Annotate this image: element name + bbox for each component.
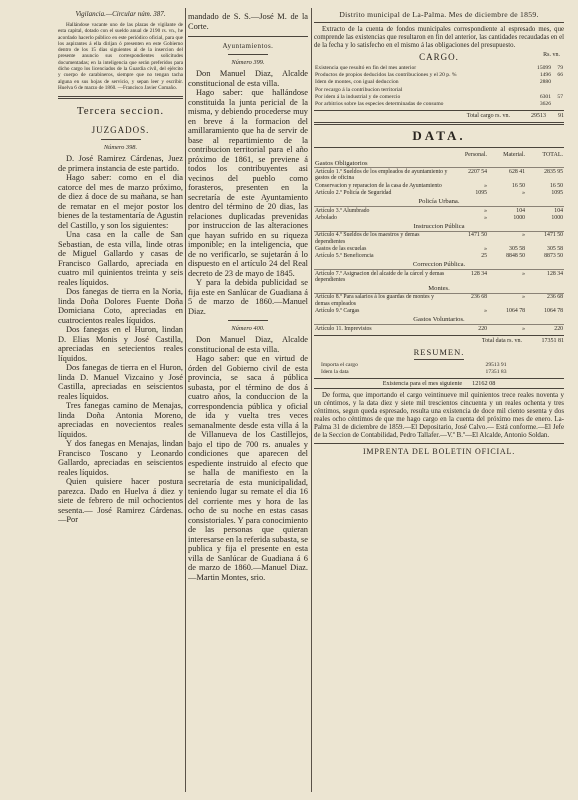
data-personal: » xyxy=(484,308,487,315)
paragraph: Dos fanegas en el Huron, lindan D. Elias Monis y José Castilla, apreciadas en setecientos reales líquidos. xyxy=(58,325,183,363)
cargo-value: 3626 xyxy=(539,101,551,108)
data-title: DATA. xyxy=(412,128,466,144)
cargo-value: 15099 xyxy=(537,64,551,71)
paragraph: Hago saber: que hallándose constituida la junta pericial de la misma, y debiendo procederse muy en breve á la formacion del amillaramiento que ha de servir de base al repartimiento de la contribucion territorial para el año próximo de 1861, se previene á todos los contribuyentes asi vecinos del pueblo como forasteros, presenten en la secretaría de este Ayuntamiento dentro del término de 20 dias, las relaciones duplicadas prevenidas por instruccion de las alteraciones que hayan sufrido en su riqueza imponible; en la inteligencia, que de no verificarlo, se sujetarán á lo dispuesto en el artículo 24 del Real decreto de 23 de mayo de 1845. xyxy=(188,88,308,278)
data-material: » xyxy=(522,325,525,332)
resumen-row xyxy=(320,369,508,376)
data-row xyxy=(314,253,564,260)
paragraph: Tres fanegas camino de Menajas, linda Doña Antonia Moreno, apreciadas en novecientos reales líquidos. xyxy=(58,401,183,439)
data-row-label: Arbolado xyxy=(315,214,337,221)
vigilante-notice: Hallándose vacante uno de las plazas de vigilante de esta capital, dotado con el sueldo anual de 2190 rs. vn., he acordado hacerlo público en este periódico oficial, para que los aspirantes á ella dirijan ó presenten en este Gobierno dentro de los 15 dias siguientes al de la insercion del presente anuncio sus correspondientes solicitudes documentadas; en la inteligencia que serán preferidos para dicho cargo los licenciados de la Guardia civil, del ejército y cuerpo de carabineros, siempre que no tengan tacha alguna en sus hojas de servicio, y sepan leer y escribir. Huelva 6 de marzo de 1860. —Francisco Javier Comaño. xyxy=(58,22,183,91)
data-material: 104 xyxy=(516,207,525,214)
paragraph: Don Manuel Diaz, Alcalde constitucional de esta villa. xyxy=(188,69,308,88)
data-total: 128 34 xyxy=(547,270,563,277)
data-material: 628 41 xyxy=(509,168,525,175)
cargo-label: Idem de montes, con igual deduccion xyxy=(315,79,399,86)
paragraph: Una casa en la calle de San Sebastian, de esta villa, linde otras de Miguel Gallardo y casas de Francisco Gallardo, apreciada en cuatro mil quinientos treinta y seis reales líquidos. xyxy=(58,230,183,287)
cargo-cents: 66 xyxy=(557,72,563,79)
column-right xyxy=(314,0,564,800)
data-personal: 128 34 xyxy=(471,270,487,277)
data-group-heading xyxy=(314,284,564,293)
divider xyxy=(314,122,564,125)
resumen-label: Importa el cargo xyxy=(321,362,358,369)
cargo-cents xyxy=(552,101,564,108)
group-title: Gastos Obligatorios xyxy=(314,159,564,168)
notice-number: Número 400. xyxy=(231,325,265,332)
paragraph: Quien quisiere hacer postura parezca. Dado en Huelva á diez y siete de febrero de mil ochocientos sesenta.— José Ramirez Cárdenas.—Por xyxy=(58,477,183,525)
paragraph: Hago saber: que en virtud de órden del Gobierno civil de esta provincia, se saca á pública subasta, por el término de dos á cuatro años, la conduccion de la correspondencia pública y oficial de ida y vuelta tres veces semanalmente desde esta villa á la de Villanueva de los Castillejos, bajo el tipo de 700 rs. anuales y condiciones que aparecen del espediente instruido al efecto que se halla de manifiesto en la secretaría de esta municipalidad, teniendo lugar su remate el dia 16 del corriente mes y hora de las ocho de su noche en estas casas consistoriales. Y para conocimiento de las personas que quieran interesarse en la referida subasta, se publica y fija el presente en esta villa de Sanlúcar de Guadiana á 6 de marzo de 1860.—Manuel Diaz.—Martin Montes, srio. xyxy=(188,354,308,582)
paragraph: Don Manuel Diaz, Alcalde constitucional de esta villa. xyxy=(188,335,308,354)
resumen-label: Idem la data xyxy=(321,369,349,376)
data-personal: » xyxy=(484,246,487,253)
data-personal: » xyxy=(484,207,487,214)
divider xyxy=(188,36,308,37)
short-rule xyxy=(228,320,268,321)
column-left xyxy=(58,0,183,800)
data-total: 2835 95 xyxy=(544,168,563,175)
data-total: 16 50 xyxy=(549,182,563,189)
short-rule xyxy=(414,359,464,360)
data-table xyxy=(314,151,564,332)
data-total: 1064 78 xyxy=(544,308,563,315)
data-row-label: Gastos de las escuelas xyxy=(315,246,367,253)
cargo-row xyxy=(314,86,564,93)
col-header-personal: Personal. xyxy=(464,151,487,158)
data-total: 104 xyxy=(554,207,563,214)
divider xyxy=(314,22,564,23)
cargo-value: 6301 xyxy=(539,94,551,101)
data-material: » xyxy=(522,190,525,197)
data-total: 305 58 xyxy=(547,246,563,253)
data-total: 220 xyxy=(554,325,563,332)
resumen-value: 17351 83 xyxy=(485,369,507,376)
subsection-title: JUZGADOS. xyxy=(91,125,150,136)
paragraph: Dos fanegas de tierra en la Noria, linda Doña Dolores Fuente Doña Domiciana Coto, apreciadas en cuatrocientos reales líquidos. xyxy=(58,287,183,325)
cargo-value: 1496 xyxy=(539,72,551,79)
data-row-label: Artículo 8.º Para salarios á los guardas de montes y demas empleados xyxy=(315,294,434,307)
data-material: 1064 78 xyxy=(506,308,525,315)
group-title: Montes. xyxy=(314,284,564,293)
data-row xyxy=(314,214,564,221)
resumen-value: 29513 91 xyxy=(485,362,507,369)
divider xyxy=(314,147,564,148)
data-row xyxy=(314,325,564,333)
paragraph-continued: mandado de S. S.—José M. de la Corte. xyxy=(188,12,308,31)
col-header-total: TOTAL. xyxy=(542,151,563,158)
data-total-value: 17351 81 xyxy=(541,337,564,344)
section-title: Tercera seccion. xyxy=(76,105,165,118)
data-total-label: Total data rs. vn. xyxy=(481,337,522,344)
divider xyxy=(314,443,564,444)
resumen-row xyxy=(320,362,508,369)
section-divider xyxy=(58,96,183,99)
data-row-label: Artículo 5.º Beneficencia xyxy=(315,253,374,260)
data-material: » xyxy=(522,232,525,239)
data-row xyxy=(314,308,564,315)
notice-number: Número 399. xyxy=(231,59,265,66)
printer-imprint: IMPRENTA DEL BOLETIN OFICIAL. xyxy=(362,446,516,456)
column-middle xyxy=(188,0,308,800)
data-personal: » xyxy=(484,214,487,221)
paragraph: Y para la debida publicidad se fija este en Sanlúcar de Guadiana á 5 de marzo de 1860.—Manuel Diaz. xyxy=(188,278,308,316)
column-rule-left xyxy=(185,8,186,792)
data-row xyxy=(314,207,564,215)
cargo-row xyxy=(314,79,564,86)
closing-statement: De forma, que importando el cargo veintinueve mil quinientos trece reales noventa y un céntimos, y la data diez y siete mil trescientos cincuenta y un reales ochenta y tres céntimos, segun queda espresado, resulta una existencia de doce mil ciento sesenta y dos reales ocho céntimos de que me hago cargo en la cuenta del próximo mes de enero. La-Palma 31 de diciembre de 1859.—El Depositario, José Calvo.— Está conforme.—El Jefe de la Seccion de Contabilidad, Pedro Tallafer.—V.º B.º—El Alcalde, Antonio Soldan. xyxy=(314,392,564,439)
short-rule xyxy=(228,54,268,55)
data-total: 8873 50 xyxy=(544,253,563,260)
data-group-heading xyxy=(314,222,564,231)
data-row-label: Artículo 9.º Cargas xyxy=(315,308,360,315)
data-row xyxy=(314,231,564,245)
paragraph: D. José Ramirez Cárdenas, Juez de primera instancia de este partido. xyxy=(58,154,183,173)
cargo-row xyxy=(314,72,564,79)
paragraph: Hago saber: como en el dia catorce del mes de marzo próximo, de diez á doce de su mañana, se han de rematar en el mejor postor los bienes de la testamentaría de Agustin del Castillo, y son los siguientes: xyxy=(58,173,183,230)
data-row xyxy=(314,182,564,189)
cargo-label: Por idem á la industrial y de comercio xyxy=(315,94,401,101)
group-title: Instruccion Pública xyxy=(314,222,564,231)
col-header-material: Material. xyxy=(503,151,525,158)
notice-number: Número 398. xyxy=(103,144,138,152)
resumen-table xyxy=(320,362,508,377)
data-personal: » xyxy=(484,182,487,189)
data-personal: 1095 xyxy=(475,190,487,197)
currency-label: Rs. vn. xyxy=(543,52,560,59)
cargo-title: CARGO. xyxy=(419,52,459,63)
data-personal: 2207 54 xyxy=(468,168,487,175)
cargo-row xyxy=(314,64,564,71)
account-intro: Extracto de la cuenta de fondos municipales correspondiente al espresado mes, que comprende las existencias que resultaron en fin del anterior, las cantidades recaudadas en el de la fecha y lo satisfecho en el mismo á las obligaciones del presupuesto. xyxy=(314,26,564,49)
cargo-label: Existencia que resultó en fin del mes anterior xyxy=(315,64,417,71)
data-material: 305 58 xyxy=(509,246,525,253)
district-header: Distrito municipal de La-Palma. Mes de diciembre de 1859. xyxy=(339,10,539,19)
cargo-total-value: 29513 xyxy=(531,113,546,120)
data-group-heading xyxy=(314,197,564,206)
cargo-cents xyxy=(552,86,564,93)
data-total: 1095 xyxy=(551,190,563,197)
group-title: Gastos Voluntarios. xyxy=(314,315,564,324)
data-personal: 236 68 xyxy=(471,294,487,301)
data-row xyxy=(314,246,564,253)
data-material: 16 50 xyxy=(511,182,525,189)
cargo-total-cents: 91 xyxy=(558,113,564,120)
data-row xyxy=(314,168,564,182)
cargo-row xyxy=(314,94,564,101)
section-title: Ayuntamientos. xyxy=(222,42,274,50)
data-total: 1471 50 xyxy=(544,232,563,239)
cargo-value xyxy=(524,86,552,93)
cargo-table xyxy=(314,64,564,108)
data-row-label: Artículo 1.º Sueldos de los empleados de ayuntamiento y gastos de oficina xyxy=(315,168,448,182)
data-row xyxy=(314,190,564,197)
data-group-heading xyxy=(314,260,564,269)
data-row-label: Artículo 7.º Asignacion del alcaide de la cárcel y demas dependientes xyxy=(315,270,445,284)
cargo-cents xyxy=(552,79,564,86)
cargo-label: Por recargo á la contribucion territorial xyxy=(315,86,403,93)
data-personal: 25 xyxy=(481,253,487,260)
existencia-value: 12162 08 xyxy=(472,380,496,388)
cargo-cents: 57 xyxy=(557,94,563,101)
data-group-heading xyxy=(314,315,564,324)
data-row-label: Artículo 3.º Alumbrado xyxy=(315,207,370,214)
column-rule-right xyxy=(311,8,312,792)
data-row-label: Artículo 4.º Sueldos de los maestros y demas dependientes xyxy=(315,232,420,245)
data-group-heading xyxy=(314,159,564,168)
data-personal: 1471 50 xyxy=(468,232,487,239)
data-material: 1000 xyxy=(513,214,525,221)
data-total: 236 68 xyxy=(547,294,563,301)
cargo-total-label: Total cargo rs. vn. xyxy=(466,113,510,120)
cargo-row xyxy=(314,101,564,108)
short-rule xyxy=(101,139,141,140)
existencia-label: Existencia para el mes siguiente xyxy=(382,380,463,388)
cargo-value: 2880 xyxy=(539,79,551,86)
data-personal: 220 xyxy=(478,325,487,332)
data-material: » xyxy=(522,270,525,277)
group-title: Policía Urbana. xyxy=(314,197,564,206)
paragraph: Y dos fanegas en Menajas, lindan Francisco Toscano y Leonardo Gallardo, apreciadas en seiscientos reales líquidos. xyxy=(58,439,183,477)
data-row-label: Artículo 2.º Policía de Seguridad xyxy=(315,190,392,197)
data-row xyxy=(314,270,564,284)
data-row xyxy=(314,293,564,307)
circular-header: Vigilancia.—Circular núm. 387. xyxy=(75,10,166,18)
paragraph: Dos fanegas de tierra en el Huron, linda D. Manuel Vizcaino y José Castilla, apreciadas en seiscientos reales líquidos. xyxy=(58,363,183,401)
cargo-cents: 79 xyxy=(557,64,563,71)
data-total: 1000 xyxy=(551,214,563,221)
cargo-label: Productos de propios deducidos las contribuciones y el 20 p. % xyxy=(315,72,457,79)
cargo-label: Por arbitrios sobre las especies determinadas de consumo xyxy=(315,101,444,108)
data-row-label: Conservacion y reparacion de la casa de Ayuntamiento xyxy=(315,182,442,189)
group-title: Correccion Pública. xyxy=(314,260,564,269)
data-material: » xyxy=(522,294,525,301)
data-row-label: Artículo 11. Imprevistos xyxy=(315,325,372,332)
resumen-title: RESUMEN. xyxy=(413,346,465,357)
data-material: 8848 50 xyxy=(506,253,525,260)
